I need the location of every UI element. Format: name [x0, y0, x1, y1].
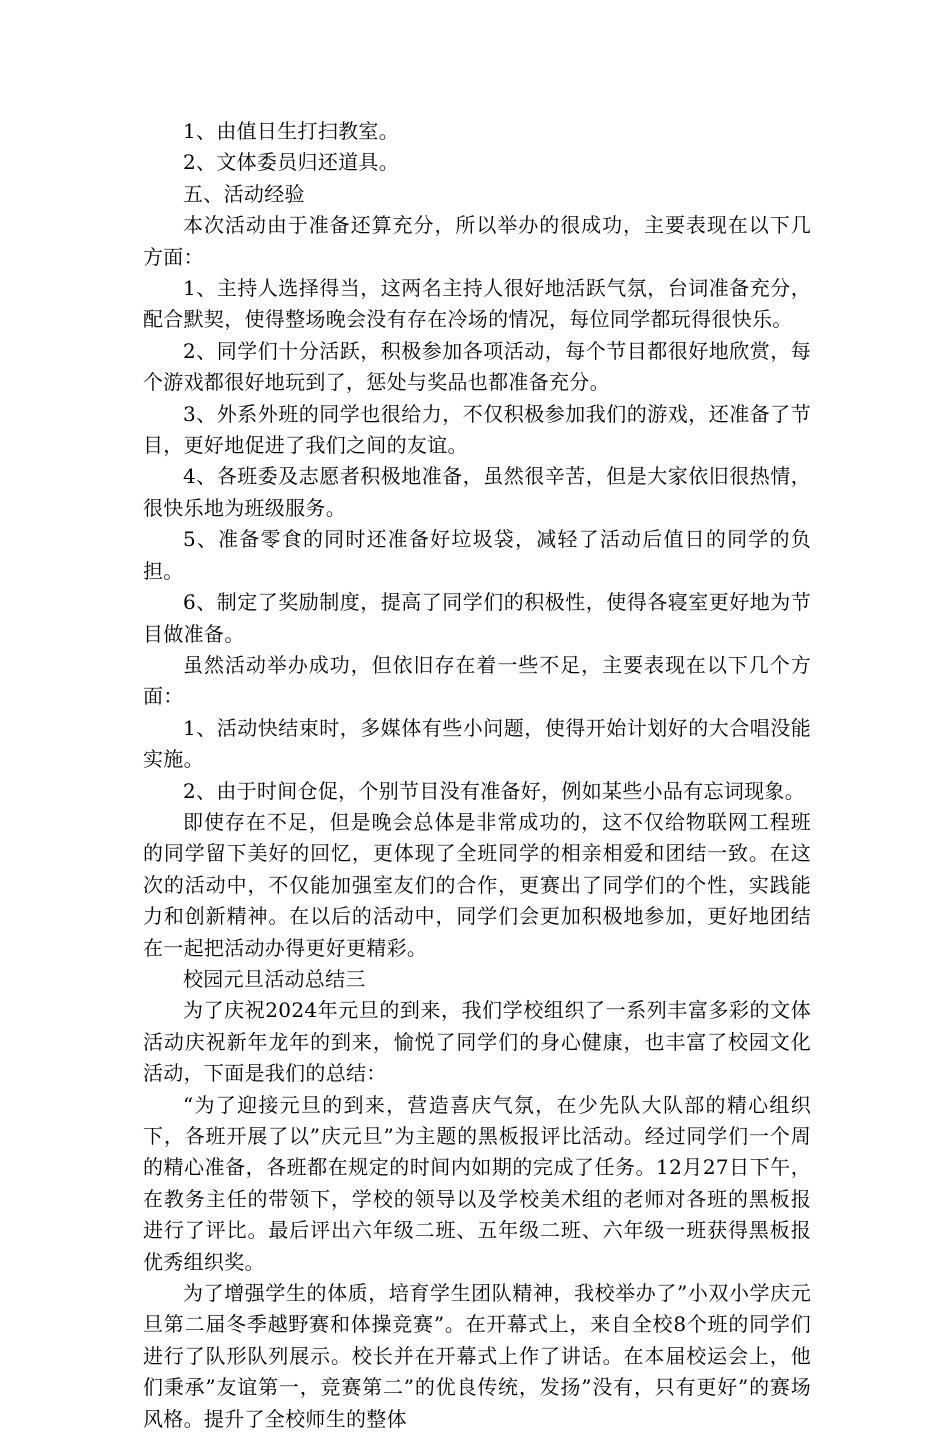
document-body: [143, 116, 811, 1435]
list-item-active-students: 2、同学们十分活跃，积极参加各项活动，每个节目都很好地欣赏，每个游戏都很好地玩到了，惩处与奖品也都准备充分。: [143, 338, 811, 395]
paragraph-new-year-intro: 为了庆祝2024年元旦的到来，我们学校组织了一系列丰富多彩的文体活动庆祝新年龙年的到来，愉悦了同学们的身心健康，也丰富了校园文化活动，下面是我们的总结：: [143, 998, 811, 1086]
list-item-multimedia-issue: 1、活动快结束时，多媒体有些小问题，使得开始计划好的大合唱没能实施。: [143, 715, 811, 772]
paragraph-success-intro: 本次活动由于准备还算充分，所以举办的很成功，主要表现在以下几方面：: [143, 213, 811, 269]
paragraph-sports-competition: 为了增强学生的体质，培育学生团队精神，我校举办了”小双小学庆元旦第二届冬季越野赛和体操竞赛”。在开幕式上，来自全校8个班的同学们进行了队形队列展示。校长并在开幕式上作了讲话。在本届校运会上，他们秉承”友谊第一，竞赛第二”的优良传统，发扬”没有，只有更好”的赛场风格。提升了全校师生的整体: [143, 1281, 811, 1431]
list-item-hosts: 1、主持人选择得当，这两名主持人很好地活跃气氛，台词准备充分，配合默契，使得整场晚会没有存在冷场的情况，每位同学都玩得很快乐。: [143, 276, 811, 332]
list-item-other-classes: 3、外系外班的同学也很给力，不仅积极参加我们的游戏，还准备了节目，更好地促进了我们之间的友谊。: [143, 401, 811, 458]
list-item-trash-bags: 5、准备零食的同时还准备好垃圾袋，减轻了活动后值日的同学的负担。: [143, 527, 811, 583]
list-item-return-props: 2、文体委员归还道具。: [183, 150, 400, 175]
list-item-reward-system: 6、制定了奖励制度，提高了同学们的积极性，使得各寝室更好地为节目做准备。: [143, 590, 811, 646]
paragraph-shortcomings-intro: 虽然活动举办成功，但依旧存在着一些不足，主要表现在以下几个方面：: [143, 652, 811, 709]
list-item-time-constraint: 2、由于时间仓促，个别节目没有准备好，例如某些小品有忘词现象。: [183, 778, 806, 803]
section-heading-activity-experience: 五、活动经验: [183, 181, 305, 206]
section-heading-summary-three: 校园元旦活动总结三: [183, 966, 366, 991]
paragraph-blackboard-contest: “为了迎接元旦的到来，营造喜庆气氛，在少先队大队部的精心组织下，各班开展了以”庆元旦”为主题的黑板报评比活动。经过同学们一个周的精心准备，各班都在规定的时间内如期的完成了任务。12月27日下午，在教务主任的带领下，学校的领导以及学校美术组的老师对各班的黑板报进行了评比。最后评出六年级二班、五年级二班、六年级一班获得黑板报优秀组织奖。: [143, 1092, 811, 1274]
paragraph-conclusion: 即使存在不足，但是晚会总体是非常成功的，这不仅给物联网工程班的同学留下美好的回忆，更体现了全班同学的相亲相爱和团结一致。在这次的活动中，不仅能加强室友们的合作，更赛出了同学们的个性，实践能力和创新精神。在以后的活动中，同学们会更加积极地参加，更好地团结在一起把活动办得更好更精彩。: [143, 809, 811, 960]
list-item-sweep-classroom: 1、由值日生打扫教室。: [183, 119, 400, 143]
list-item-volunteers: 4、各班委及志愿者积极地准备，虽然很辛苦，但是大家依旧很热情，很快乐地为班级服务。: [143, 464, 811, 520]
